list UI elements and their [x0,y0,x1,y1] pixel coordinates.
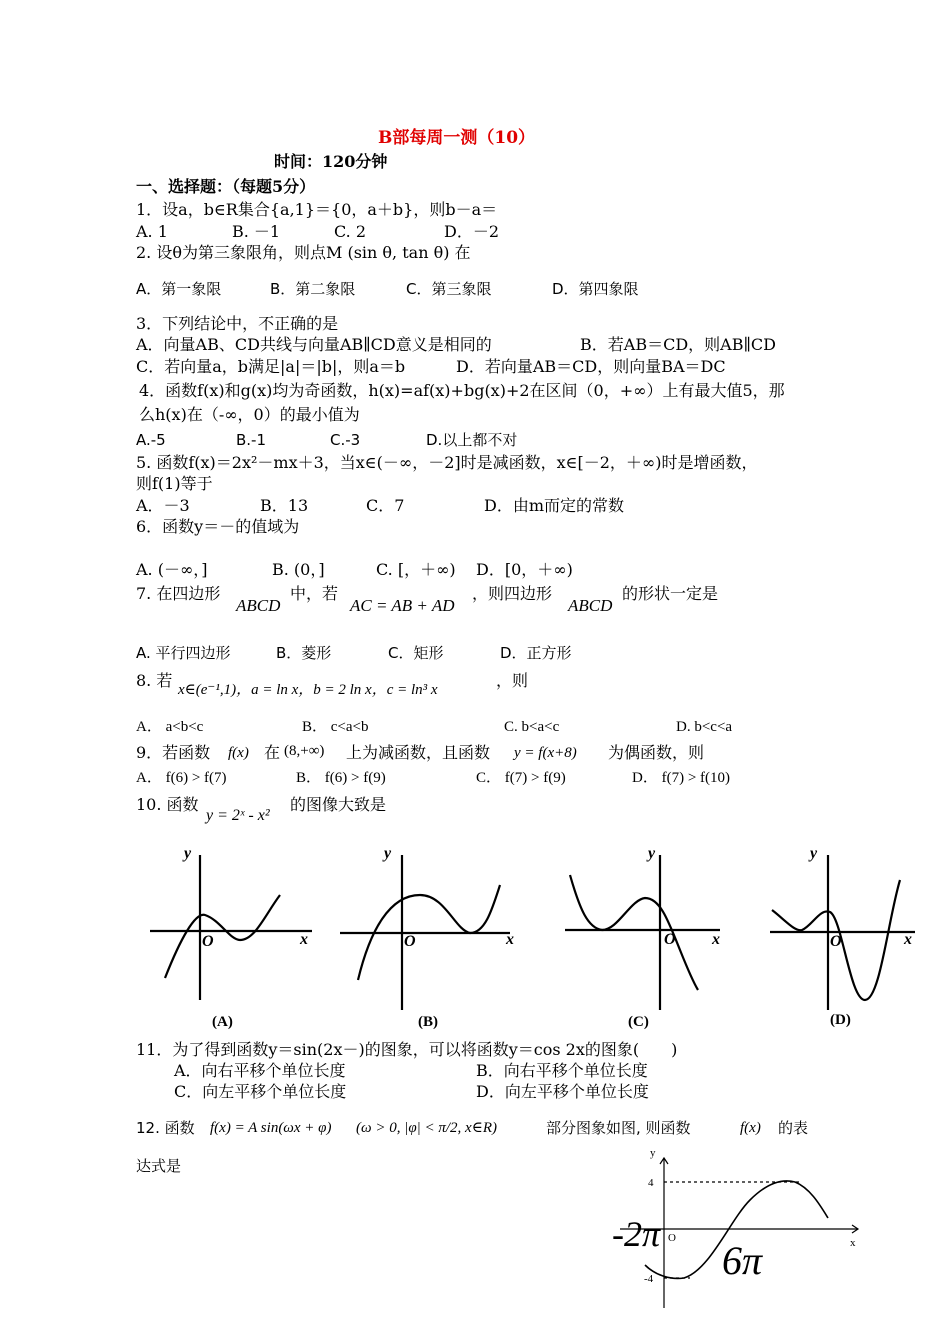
q7-math-quad: ABCD [236,596,281,615]
graph-a-origin: O [202,933,214,950]
q3-stem: 3．下列结论中，不正确的是 [136,314,339,333]
q10-graph-panel [140,840,912,1035]
q9-math-f: f(x) [228,745,249,761]
q12-math-f: f(x) [740,1120,761,1136]
q9-math-shift: y = f(x+8) [514,745,577,761]
q4-option-c: C.-3 [330,431,361,449]
q7-text-1: 7. 在四边形 [136,584,221,603]
q6-option-c: C. [，＋∞) [376,560,456,579]
q1-option-c: C. 2 [334,222,367,241]
q1-stem: 1．设a，b∈R集合{a,1}＝{0，a＋b}，则b－a＝ [136,200,498,219]
q8-option-b: B． c<a<b [302,719,369,735]
graph-d-y-label: y [810,845,818,862]
q12-text-4: 达式是 [136,1157,182,1175]
q5-option-d: D．由m而定的常数 [484,496,625,515]
q11-option-c: C．向左平移个单位长度 [174,1082,347,1101]
q5-option-a: A．－3 [136,496,190,515]
graph-b-origin: O [404,933,416,950]
graph-a [150,855,312,1000]
q7-math-vector-eq: AC = AB + AD [350,596,455,615]
q5-stem-line2: 则f(1)等于 [136,474,213,493]
q6-option-a: A. (－∞，] [136,560,208,579]
q9-text-4: 为偶函数，则 [608,743,705,762]
graph-b-y-label: y [384,845,392,862]
q7-option-b: B．菱形 [276,644,332,662]
graph-a-x-label: x [300,931,308,948]
q11-stem: 11．为了得到函数y＝sin(2x－)的图象，可以将函数y＝cos 2x的图象( ) [136,1040,678,1059]
graph-b-label: (B) [418,1014,438,1030]
q12-origin: O [668,1232,676,1244]
q9-option-c: C． f(7) > f(9) [476,770,566,786]
q12-right-tick-label: 6π [722,1238,763,1283]
q3-option-d: D．若向量AB＝CD，则向量BA＝DC [456,357,726,376]
q12-y-label: y [650,1147,656,1159]
q10-text-1: 10. 函数 [136,795,199,814]
q1-option-b: B. －1 [232,222,281,241]
graph-c-x-label: x [712,931,720,948]
q11-option-b: B．向右平移个单位长度 [476,1061,648,1080]
q4-option-a: A.-5 [136,431,166,449]
q7-text-3: ，则四边形 [472,584,553,603]
q7-option-d: D．正方形 [500,644,572,662]
graph-a-label: (A) [212,1014,233,1030]
q9-text-2: 在 [264,743,281,762]
q8-math-condition: x∈(e⁻¹,1)，a = ln x，b = 2 ln x，c = ln³ x [178,682,438,698]
q12-math-conditions: (ω > 0, |φ| < π/2, x∈R) [356,1120,497,1136]
graph-a-y-label: y [184,845,192,862]
graph-c-curve [570,875,698,990]
q11-option-d: D．向左平移个单位长度 [476,1082,649,1101]
q8-option-d: D. b<c<a [676,719,733,735]
q12-text-1: 12. 函数 [136,1119,195,1137]
exam-time: 时间：120分钟 [274,152,388,171]
graph-c-label: (C) [628,1014,649,1030]
q4-option-d: D.以上都不对 [426,431,518,449]
q8-text-1: 8. 若 [136,671,173,690]
q12-y-min: -4 [644,1273,654,1285]
q9-text-1: 9．若函数 [136,743,211,762]
q6-stem: 6．函数y＝－的值域为 [136,517,300,536]
q4-option-b: B.-1 [236,431,267,449]
q2-option-a: A．第一象限 [136,280,222,298]
q2-stem: 2. 设θ为第三象限角，则点M (sin θ, tan θ) 在 [136,243,471,262]
q7-text-2: 中，若 [290,584,339,603]
q2-option-d: D．第四象限 [552,280,639,298]
q10-math-func: y = 2ˣ - x² [206,807,270,824]
q12-text-2: 部分图象如图, 则函数 [546,1119,691,1137]
q12-text-3: 的表 [778,1119,809,1137]
q8-option-c: C. b<a<c [504,719,560,735]
q11-option-a: A．向右平移个单位长度 [174,1061,346,1080]
q3-option-a: A．向量AB、CD共线与向量AB∥CD意义是相同的 [136,335,492,354]
q2-option-c: C．第三象限 [406,280,492,298]
q12-graph [600,1140,870,1340]
page-title: B部每周一测（10） [378,128,536,148]
q12-x-label: x [850,1237,856,1249]
q12-y-max: 4 [648,1177,654,1189]
graph-b [340,855,510,1010]
q9-option-d: D． f(7) > f(10) [632,770,731,786]
graph-b-x-label: x [506,931,514,948]
graph-d-origin: O [830,933,842,950]
q7-text-4: 的形状一定是 [622,584,719,603]
graph-a-curve [165,895,280,978]
graph-d-label: (D) [830,1012,851,1028]
q3-option-b: B．若AB＝CD，则AB∥CD [580,335,776,354]
graph-d-x-label: x [904,931,912,948]
graph-d [770,855,915,1010]
q9-math-interval: (8,+∞) [284,743,325,759]
graph-c-origin: O [664,931,676,948]
q6-option-d: D．[0，＋∞) [476,560,573,579]
q5-option-b: B．13 [260,496,309,515]
q4-stem-line1: 4．函数f(x)和g(x)均为奇函数，h(x)=af(x)+bg(x)+2在区间（0，+∞）上有最大值5，那 [139,381,785,400]
q8-option-a: A． a<b<c [136,719,204,735]
q7-option-a: A. 平行四边形 [136,644,231,662]
q5-option-c: C．7 [366,496,405,515]
q1-option-d: D．－2 [444,222,500,241]
q5-stem-line1: 5. 函数f(x)＝2x²－mx＋3，当x∈(－∞，－2]时是减函数，x∈[－2，＋∞)时是增函数， [136,453,758,472]
q9-option-a: A． f(6) > f(7) [136,770,227,786]
q12-left-tick-label: -2π [612,1214,661,1254]
q9-text-3: 上为减函数，且函数 [346,743,491,762]
section-heading: 一、选择题：（每题5分） [136,177,316,196]
graph-c [565,855,720,1010]
q8-text-2: ，则 [496,671,529,690]
q3-option-c: C．若向量a，b满足|a|＝|b|，则a＝b [136,357,406,376]
q2-option-b: B．第二象限 [270,280,356,298]
q9-option-b: B． f(6) > f(9) [296,770,386,786]
q7-option-c: C．矩形 [388,644,444,662]
q1-option-a: A. 1 [136,222,168,241]
q4-stem-line2: 么h(x)在（-∞，0）的最小值为 [139,405,360,424]
graph-c-y-label: y [648,845,656,862]
q12-math-func: f(x) = A sin(ωx + φ) [210,1120,332,1136]
q7-math-quad-2: ABCD [568,596,613,615]
q6-option-b: B. (0，] [272,560,325,579]
q10-text-2: 的图像大致是 [290,795,387,814]
